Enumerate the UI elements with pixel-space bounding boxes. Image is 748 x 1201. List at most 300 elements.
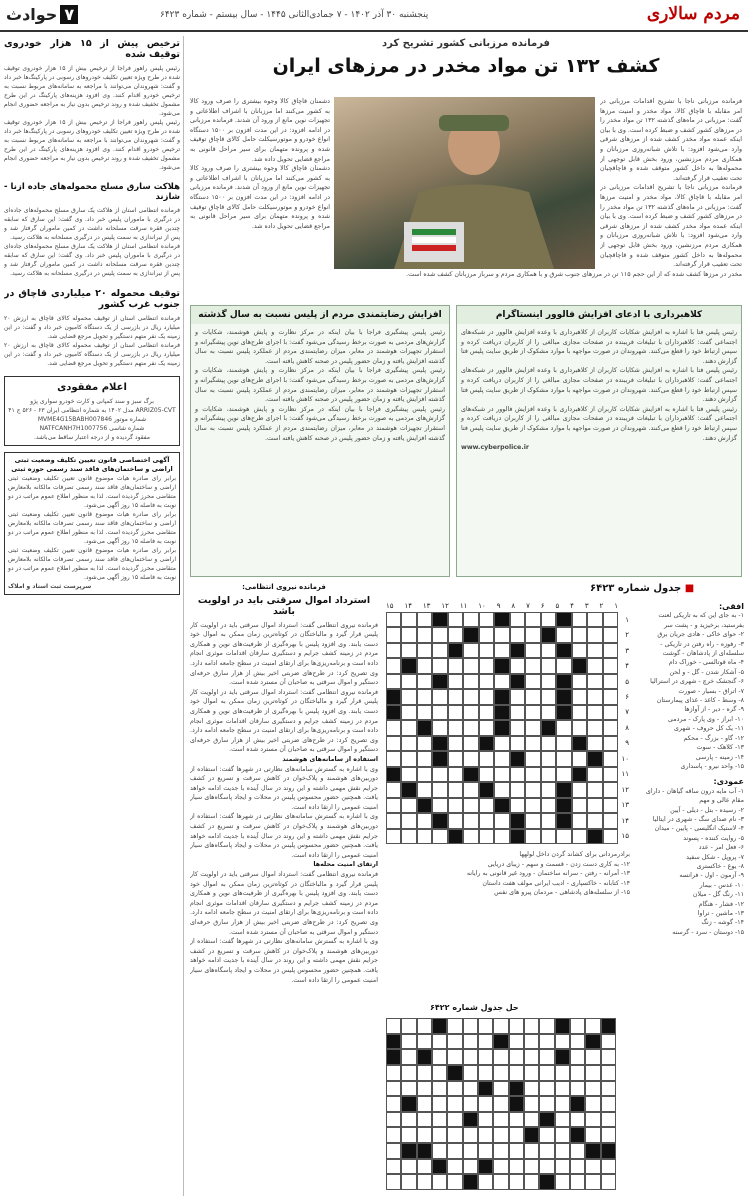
black-cell xyxy=(510,829,525,844)
crossword-cell[interactable] xyxy=(432,689,447,704)
crossword-cell[interactable] xyxy=(479,643,494,658)
crossword-cell[interactable] xyxy=(448,705,463,720)
black-cell xyxy=(494,658,509,673)
crossword-cell[interactable] xyxy=(541,674,556,689)
crossword-cell[interactable] xyxy=(572,705,587,720)
grid-number: ۱۳ xyxy=(422,602,431,610)
answer-cell xyxy=(601,1081,616,1097)
crossword-cell[interactable] xyxy=(572,829,587,844)
crossword-cell[interactable] xyxy=(541,643,556,658)
across-title: افقی: xyxy=(718,602,744,611)
side-clue: ۱۲- به کاری دست زدن - قسمت و سهم - زیبای دریایی xyxy=(487,860,630,868)
answer-cell xyxy=(401,1112,416,1128)
crossword-cell[interactable] xyxy=(432,627,447,642)
clue-item: ۱۱- رنگ گل - میلان xyxy=(692,891,744,899)
crossword-cell[interactable] xyxy=(541,782,556,797)
article3-body-b: فرمانده نیروی انتظامی گفت: استرداد اموال سرقتی باید در اولویت کار پلیس قرار گیرد و مالباختگان در کوتاه‌ترین زمان ممکن به اموال خود دست یابند. وی افزود پلیس با بهره‌گیری از ظرفیت‌های نوین و همکاری مردم در زمینه کشف جرایم و دستگیری سارقان اقدامات موثری انجام داده است و برنامه‌ریزی‌ها برای ارتقای امنیت در سطح جامعه ادامه دارد. وی تصریح کرد: در طرح‌های ضربتی اخیر بیش از هزار سارق حرفه‌ای دستگیر و اموال سرقتی به صاحبان آن مسترد شده است. xyxy=(190,688,378,754)
answer-cell xyxy=(432,1112,447,1128)
answer-cell xyxy=(524,1143,539,1159)
black-cell xyxy=(494,798,509,813)
crossword-cell[interactable] xyxy=(463,720,478,735)
crossword-cell[interactable] xyxy=(494,674,509,689)
black-cell xyxy=(556,813,571,828)
clue-item: ۱۳- کلاهک - سوت xyxy=(696,744,744,752)
crossword-cell[interactable] xyxy=(494,813,509,828)
crossword-cell[interactable] xyxy=(510,767,525,782)
crossword-cell[interactable] xyxy=(448,612,463,627)
crossword-cell[interactable] xyxy=(401,751,416,766)
crossword-cell[interactable] xyxy=(479,813,494,828)
crossword-cell[interactable] xyxy=(479,689,494,704)
crossword-cell[interactable] xyxy=(479,720,494,735)
crossword-cell[interactable] xyxy=(525,813,540,828)
grid-number: ۷ xyxy=(526,602,530,610)
crossword-cell[interactable] xyxy=(556,627,571,642)
crossword-cell[interactable] xyxy=(417,813,432,828)
crossword-cell[interactable] xyxy=(572,674,587,689)
crossword-cell[interactable] xyxy=(541,798,556,813)
grid-number: ۱۴ xyxy=(404,602,412,610)
left-text-2: فرمانده انتظامی استان از هلاکت یک سارق مسلح محموله‌های جاده‌ای در درگیری با ماموران پلیس خبر داد. وی گفت: این سارق که سابقه چندین فقره سرقت مسلحانه داشت در کمین ماموران گرفتار شد و پس از تیراندازی به سمت پلیس در درگیری مسلحانه به هلاکت رسید. xyxy=(4,207,180,241)
crossword-cell[interactable] xyxy=(603,767,618,782)
crossword-cell[interactable] xyxy=(432,767,447,782)
crossword-cell[interactable] xyxy=(510,627,525,642)
crossword-cell[interactable] xyxy=(448,720,463,735)
crossword-cell[interactable] xyxy=(525,782,540,797)
crossword-cell[interactable] xyxy=(541,751,556,766)
crossword-cell[interactable] xyxy=(401,612,416,627)
crossword-cell[interactable] xyxy=(494,627,509,642)
crossword-cell[interactable] xyxy=(432,829,447,844)
crossword-cell[interactable] xyxy=(386,674,401,689)
black-cell xyxy=(539,1174,554,1190)
black-cell xyxy=(479,782,494,797)
crossword-cell[interactable] xyxy=(386,751,401,766)
crossword-cell[interactable] xyxy=(541,689,556,704)
crossword-cell[interactable] xyxy=(572,782,587,797)
answer-cell xyxy=(432,1049,447,1065)
crossword-cell[interactable] xyxy=(603,813,618,828)
crossword-cell[interactable] xyxy=(417,658,432,673)
article3-body: فرمانده نیروی انتظامی گفت: استرداد اموال سرقتی باید در اولویت کار پلیس قرار گیرد و مالباختگان در کوتاه‌ترین زمان ممکن به اموال خود دست یابند. وی افزود پلیس با بهره‌گیری از ظرفیت‌های نوین و همکاری مردم در زمینه کشف جرایم و دستگیری سارقان اقدامات موثری انجام داده است و برنامه‌ریزی‌ها برای ارتقای امنیت در سطح جامعه ادامه دارد. وی تصریح کرد: در طرح‌های ضربتی اخیر بیش از هزار سارق حرفه‌ای دستگیر و اموال سرقتی به صاحبان آن مسترد شده است. xyxy=(190,621,378,687)
lost-line: شماره شاسی NATFCANH7H1007756 xyxy=(39,425,145,432)
main-body-1b: فرمانده مرزبانی ناجا با تشریح اقدامات مرزبانی در امر مقابله با قاچاق کالا، مواد مخدر و امنیت مرزها گفت: مرزبانی در ماه‌های گذشته ۱۳۲ تن مواد مخدر را در مرزهای کشور کشف و ضبط کرده است. وی با بیان اینکه عمده مواد مخدر کشف شده از مرزهای شرقی وارد می‌شود افزود: با تلاش شبانه‌روزی مرزبانان و همکاری مردم مرزنشین، ورود بخش قابل توجهی از محموله‌ها به داخل کشور متوقف شده و قاچاقچیان تحت تعقیب قرار گرفته‌اند. xyxy=(600,184,742,269)
crossword-cell[interactable] xyxy=(587,736,602,751)
crossword-cell[interactable] xyxy=(587,627,602,642)
crossword-cell[interactable] xyxy=(417,829,432,844)
answer-cell xyxy=(463,1034,478,1050)
crossword-cell[interactable] xyxy=(448,782,463,797)
answer-cell xyxy=(386,1159,401,1175)
crossword-cell[interactable] xyxy=(510,782,525,797)
main-body-2: دشمنان قاچاق کالا وجوه بیشتری را صرف ورود کالا به کشور می‌کنند اما مرزبانان با اشراف اطلاعاتی و تجهیزات نوین مانع از ورود آن شدند. فرمانده مرزبانی در ادامه افزود: در این مدت افزون بر ۱۵۰۰ دستگاه انواع خودرو و موتورسیکلت حامل کالای قاچاق توقیف شده و پرونده متهمان برای سیر مراحل قانونی به مراجع قضایی تحویل داده شد. xyxy=(190,98,330,163)
crossword-cell[interactable] xyxy=(386,643,401,658)
black-cell xyxy=(478,1081,493,1097)
crossword-cell[interactable] xyxy=(448,658,463,673)
police-text-b: رئیس پلیس پیشگیری فراجا با بیان اینکه در مرکز نظارت و پایش هوشمند، شکایات و گزارش‌های مردمی به صورت برخط رسیدگی می‌شود گفت: با اجرای طرح‌های نوین پیشگیرانه و استقرار تجهیزات هوشمند در معابر، میزان رضایتمندی مردم از عملکرد پلیس نسبت به سال گذشته افزایش یافته و زمان حضور پلیس در صحنه کاهش یافته است. xyxy=(195,367,445,404)
crossword-cell[interactable] xyxy=(541,829,556,844)
crossword-cell[interactable] xyxy=(417,751,432,766)
crossword-cell[interactable] xyxy=(603,627,618,642)
crossword-cell[interactable] xyxy=(417,612,432,627)
crossword-cell[interactable] xyxy=(525,751,540,766)
grid-number: ۱ xyxy=(625,615,629,624)
answer-cell xyxy=(493,1159,508,1175)
crossword-cell[interactable] xyxy=(479,767,494,782)
answer-cell xyxy=(555,1096,570,1112)
crossword-cell[interactable] xyxy=(386,720,401,735)
answer-cell xyxy=(585,1174,600,1190)
answer-cell xyxy=(478,1049,493,1065)
left-headline-1: ترخیص پیش از ۱۵ هزار خودروی توقیف شده xyxy=(4,38,180,60)
crossword-cell[interactable] xyxy=(541,658,556,673)
crossword-cell[interactable] xyxy=(510,658,525,673)
answer-cell xyxy=(432,1034,447,1050)
crossword-cell[interactable] xyxy=(401,627,416,642)
answer-cell xyxy=(447,1127,462,1143)
crossword-cell[interactable] xyxy=(463,813,478,828)
grid-number: ۱۳ xyxy=(621,801,629,810)
crossword-cell[interactable] xyxy=(572,720,587,735)
grid-number: ۵ xyxy=(625,677,629,686)
crossword-cell[interactable] xyxy=(401,736,416,751)
crossword-cell[interactable] xyxy=(587,705,602,720)
crossword-cell[interactable] xyxy=(587,689,602,704)
crossword-cell[interactable] xyxy=(587,674,602,689)
crossword-cell[interactable] xyxy=(386,627,401,642)
answer-cell xyxy=(447,1174,462,1190)
crossword-cell[interactable] xyxy=(417,674,432,689)
answer-cell xyxy=(570,1034,585,1050)
crossword-cell[interactable] xyxy=(572,627,587,642)
crossword-cell[interactable] xyxy=(556,720,571,735)
answer-cell xyxy=(555,1127,570,1143)
answer-cell xyxy=(493,1112,508,1128)
answer-cell xyxy=(401,1159,416,1175)
answer-cell xyxy=(570,1049,585,1065)
crossword-cell[interactable] xyxy=(463,751,478,766)
crossword-cell[interactable] xyxy=(510,736,525,751)
legal-notice-title: آگهی اختصاصی قانون تعیین تکلیف وضعیت ثبتی اراضی و ساختمان‌های فاقد سند رسمی حوزه ثبتی xyxy=(11,456,173,473)
answer-cell xyxy=(432,1065,447,1081)
answer-cell xyxy=(509,1143,524,1159)
grid-number: ۱۰ xyxy=(478,602,486,610)
grid-number: ۸ xyxy=(625,723,629,732)
crossword-cell[interactable] xyxy=(432,782,447,797)
grid-number: ۱۵ xyxy=(621,832,629,841)
crossword-cell[interactable] xyxy=(603,612,618,627)
crossword-cell[interactable] xyxy=(448,674,463,689)
answer-title: حل جدول شماره ۶۴۲۲ xyxy=(430,1003,519,1012)
side-clue: ۱۵- از سلسله‌های پادشاهی - مردمان پیرو های نفس xyxy=(494,889,630,897)
crossword-cell[interactable] xyxy=(541,705,556,720)
police-box-body xyxy=(191,324,449,560)
crossword-cell[interactable] xyxy=(556,767,571,782)
grid-number: ۹ xyxy=(496,602,501,610)
crossword-cell[interactable] xyxy=(417,767,432,782)
black-cell xyxy=(539,1112,554,1128)
crossword-cell[interactable] xyxy=(556,736,571,751)
crossword-cell[interactable] xyxy=(510,705,525,720)
fata-text: رئیس پلیس فتا با اشاره به افزایش شکایات کاربران از کلاهبرداری با وعده افزایش فالوور در شبکه‌های اجتماعی گفت: کلاهبرداران با تبلیغات فریبنده در صفحات مجازی مبالغی را از کاربران دریافت کرده و سپس ارتباط خود را قطع می‌کنند. شهروندان در صورت مواجهه با موارد مشکوک از طریق سایت پلیس فتا گزارش دهند. xyxy=(461,329,737,365)
answer-cell xyxy=(509,1174,524,1190)
left-headline-2: هلاکت سارق مسلح محموله‌های جاده ازنا - شازند xyxy=(4,182,180,202)
crossword-cell[interactable] xyxy=(448,813,463,828)
crossword-cell[interactable] xyxy=(463,689,478,704)
crossword-cell[interactable] xyxy=(525,720,540,735)
crossword-cell[interactable] xyxy=(603,705,618,720)
crossword-cell[interactable] xyxy=(572,813,587,828)
crossword-cell[interactable] xyxy=(479,705,494,720)
crossword-cell[interactable] xyxy=(463,674,478,689)
crossword-cell[interactable] xyxy=(525,829,540,844)
answer-cell xyxy=(555,1174,570,1190)
crossword-cell[interactable] xyxy=(603,798,618,813)
answer-cell xyxy=(539,1049,554,1065)
crossword-cell[interactable] xyxy=(479,612,494,627)
clue-item: ۲- حوای خاکی - هادی جریان برق xyxy=(657,631,744,639)
answer-grid xyxy=(386,1018,616,1190)
crossword-cell[interactable] xyxy=(494,829,509,844)
black-cell xyxy=(587,829,602,844)
crossword-cell[interactable] xyxy=(417,627,432,642)
answer-cell xyxy=(478,1143,493,1159)
answer-cell xyxy=(524,1018,539,1034)
crossword-cell[interactable] xyxy=(525,736,540,751)
crossword-cell[interactable] xyxy=(386,782,401,797)
answer-cell xyxy=(509,1018,524,1034)
answer-cell xyxy=(524,1081,539,1097)
answer-cell xyxy=(493,1081,508,1097)
black-cell xyxy=(401,1143,416,1159)
crossword-cell[interactable] xyxy=(525,643,540,658)
left-text-1b: رئیس پلیس راهور فراجا از ترخیص بیش از ۱۵ هزار خودروی توقیف شده در طرح ویژه تعیین تکلیف خودروهای رسوبی در پارکینگ‌ها خبر داد و گفت: شهروندان می‌توانند با مراجعه به سامانه‌های مربوط نسبت به ترخیص خودرو اقدام کنند. وی افزود هزینه‌های پارکینگ در این طرح مشمول تخفیف شده و روند ترخیص بدون نیاز به مراجعه حضوری انجام می‌شود. xyxy=(4,119,180,171)
answer-cell xyxy=(493,1096,508,1112)
crossword-cell[interactable] xyxy=(386,829,401,844)
grid-number: ۱ xyxy=(614,602,618,610)
answer-cell xyxy=(585,1159,600,1175)
crossword-cell[interactable] xyxy=(479,829,494,844)
legal-notice-text: برابر رای صادره هیات موضوع قانون تعیین تکلیف وضعیت ثبتی اراضی و ساختمان‌های فاقد سند رسمی تصرفات مالکانه بلامعارض متقاضی محرز گردیده است. لذا به منظور اطلاع عموم مراتب در دو نوبت به فاصله ۱۵ روز آگهی می‌شود. xyxy=(8,475,176,509)
crossword-cell[interactable] xyxy=(603,658,618,673)
crossword-cell[interactable] xyxy=(401,829,416,844)
crossword-cell[interactable] xyxy=(572,689,587,704)
crossword-cell[interactable] xyxy=(510,612,525,627)
crossword-cell[interactable] xyxy=(541,813,556,828)
crossword-cell[interactable] xyxy=(587,612,602,627)
crossword-cell[interactable] xyxy=(525,705,540,720)
grid-number: ۵ xyxy=(555,602,560,610)
crossword-cell[interactable] xyxy=(510,689,525,704)
crossword-cell[interactable] xyxy=(494,751,509,766)
crossword-cell[interactable] xyxy=(463,643,478,658)
crossword-cell[interactable] xyxy=(556,658,571,673)
crossword-cell[interactable] xyxy=(587,798,602,813)
crossword-cell[interactable] xyxy=(603,720,618,735)
crossword-cell[interactable] xyxy=(603,643,618,658)
clue-item: ۵- آشکار شدن - گل - و لحن xyxy=(669,668,744,676)
black-cell xyxy=(587,751,602,766)
crossword-cell[interactable] xyxy=(417,705,432,720)
crossword-cell[interactable] xyxy=(417,736,432,751)
crossword-cell[interactable] xyxy=(603,782,618,797)
crossword-cell[interactable] xyxy=(432,798,447,813)
black-cell xyxy=(432,1018,447,1034)
black-cell xyxy=(541,720,556,735)
crossword-cell[interactable] xyxy=(587,720,602,735)
answer-cell xyxy=(417,1112,432,1128)
crossword-cell[interactable] xyxy=(479,751,494,766)
crossword-cell[interactable] xyxy=(448,767,463,782)
crossword-cell[interactable] xyxy=(603,829,618,844)
crossword-cell[interactable] xyxy=(432,643,447,658)
crossword-cell[interactable] xyxy=(417,643,432,658)
crossword-cell[interactable] xyxy=(510,798,525,813)
crossword-cell[interactable] xyxy=(463,612,478,627)
crossword-cell[interactable] xyxy=(479,627,494,642)
grid-number: ۱۵ xyxy=(386,602,394,610)
article3-body-e: فرمانده نیروی انتظامی گفت: استرداد اموال سرقتی باید در اولویت کار پلیس قرار گیرد و مالباختگان در کوتاه‌ترین زمان ممکن به اموال خود دست یابند. وی افزود پلیس با بهره‌گیری از ظرفیت‌های نوین و همکاری مردم در زمینه کشف جرایم و دستگیری سارقان اقدامات موثری انجام داده است و برنامه‌ریزی‌ها برای ارتقای امنیت در سطح جامعه ادامه دارد. وی تصریح کرد: در طرح‌های ضربتی اخیر بیش از هزار سارق حرفه‌ای دستگیر و اموال سرقتی به صاحبان آن مسترد شده است. xyxy=(190,871,378,936)
crossword-cell[interactable] xyxy=(541,767,556,782)
crossword-cell[interactable] xyxy=(556,751,571,766)
crossword-cell[interactable] xyxy=(448,689,463,704)
crossword-clues xyxy=(634,602,744,1192)
article3-body-f: وی با اشاره به گسترش سامانه‌های نظارتی در شهرها گفت: استفاده از دوربین‌های هوشمند و پلاک‌خوان در کاهش سرقت و تسریع در کشف جرایم نقش مهمی داشته و این روند در سال آینده با جدیت ادامه خواهد یافت. همچنین حضور محسوس پلیس در محلات و ایجاد پاسگاه‌های سیار امنیت عمومی را ارتقا داده است. xyxy=(190,938,378,984)
crossword-cell[interactable] xyxy=(525,658,540,673)
crossword-cell[interactable] xyxy=(494,782,509,797)
crossword-cell[interactable] xyxy=(448,736,463,751)
answer-cell xyxy=(524,1065,539,1081)
crossword-cell[interactable] xyxy=(401,767,416,782)
crossword-cell[interactable] xyxy=(448,751,463,766)
crossword-cell[interactable] xyxy=(587,643,602,658)
crossword-cell[interactable] xyxy=(494,643,509,658)
black-cell xyxy=(524,1127,539,1143)
crossword-cell[interactable] xyxy=(386,612,401,627)
crossword-cell[interactable] xyxy=(401,720,416,735)
crossword-cell[interactable] xyxy=(541,736,556,751)
crossword-cell[interactable] xyxy=(494,736,509,751)
black-cell xyxy=(417,1049,432,1065)
crossword-cell[interactable] xyxy=(448,627,463,642)
crossword-cell[interactable] xyxy=(587,767,602,782)
crossword-cell[interactable] xyxy=(603,689,618,704)
fata-site-link[interactable]: www.cyberpolice.ir xyxy=(461,444,529,452)
answer-cell xyxy=(585,1096,600,1112)
commander-photo xyxy=(334,97,595,269)
crossword-cell[interactable] xyxy=(494,767,509,782)
crossword-cell[interactable] xyxy=(448,798,463,813)
crossword-cell[interactable] xyxy=(432,720,447,735)
answer-cell xyxy=(493,1018,508,1034)
side-clue: برادرمردانی برای کشاند گردن داخل لولهها xyxy=(519,851,630,858)
article3-kicker: فرمانده نیروی انتظامی: xyxy=(242,583,326,591)
crossword-cell[interactable] xyxy=(572,751,587,766)
answer-cell xyxy=(401,1174,416,1190)
black-cell xyxy=(556,782,571,797)
crossword-cell[interactable] xyxy=(603,736,618,751)
answer-cell xyxy=(432,1096,447,1112)
crossword-cell[interactable] xyxy=(510,720,525,735)
crossword-cell[interactable] xyxy=(463,658,478,673)
clue-item: ۱- به جای این که به تاریکی لعنت بفرستید، برخیزید و - پشت سر xyxy=(658,612,744,629)
black-cell xyxy=(556,705,571,720)
crossword-cell[interactable] xyxy=(401,705,416,720)
crossword-cell[interactable] xyxy=(463,705,478,720)
page-number: ۷حوادث xyxy=(6,5,78,24)
crossword-cell[interactable] xyxy=(525,689,540,704)
crossword-cell[interactable] xyxy=(401,643,416,658)
main-body-1: فرمانده مرزبانی ناجا با تشریح اقدامات مرزبانی در امر مقابله با قاچاق کالا، مواد مخدر و امنیت مرزها گفت: مرزبانی در ماه‌های گذشته ۱۳۲ تن مواد مخدر را در مرزهای کشور کشف و ضبط کرده است. وی با بیان اینکه عمده مواد مخدر کشف شده از مرزهای شرقی وارد می‌شود افزود: با تلاش شبانه‌روزی مرزبانان و همکاری مردم مرزنشین، ورود بخش قابل توجهی از محموله‌ها به داخل کشور متوقف شده و قاچاقچیان تحت تعقیب قرار گرفته‌اند. xyxy=(600,98,742,182)
crossword-cell[interactable] xyxy=(587,658,602,673)
crossword-cell[interactable] xyxy=(603,674,618,689)
answer-cell xyxy=(478,1018,493,1034)
clue-item: ۵- روایت کننده - پسوند xyxy=(683,834,744,842)
answer-cell xyxy=(417,1065,432,1081)
crossword-cell[interactable] xyxy=(603,751,618,766)
crossword-cell[interactable] xyxy=(463,782,478,797)
black-cell xyxy=(572,736,587,751)
crossword-cell[interactable] xyxy=(401,813,416,828)
crossword-cell[interactable] xyxy=(401,798,416,813)
crossword-title: ■ جدول شماره ۶۴۲۳ xyxy=(590,583,695,594)
crossword-cell[interactable] xyxy=(587,782,602,797)
crossword-cell[interactable] xyxy=(572,612,587,627)
crossword-cell[interactable] xyxy=(556,829,571,844)
crossword-cell[interactable] xyxy=(572,798,587,813)
crossword-cell[interactable] xyxy=(386,658,401,673)
crossword-cell[interactable] xyxy=(525,627,540,642)
crossword-cell[interactable] xyxy=(386,813,401,828)
answer-cell xyxy=(447,1081,462,1097)
clue-item: ۹- گره - دیر - از آوازها xyxy=(684,706,744,714)
crossword-cell[interactable] xyxy=(525,767,540,782)
crossword-cell[interactable] xyxy=(386,736,401,751)
black-cell xyxy=(556,798,571,813)
answer-cell xyxy=(585,1065,600,1081)
crossword-cell[interactable] xyxy=(463,736,478,751)
crossword-cell[interactable] xyxy=(417,782,432,797)
answer-cell xyxy=(463,1159,478,1175)
crossword-cell[interactable] xyxy=(479,674,494,689)
crossword-cell[interactable] xyxy=(386,798,401,813)
crossword-cell[interactable] xyxy=(463,829,478,844)
crossword-cell[interactable] xyxy=(432,705,447,720)
crossword-cell[interactable] xyxy=(479,798,494,813)
crossword-cell[interactable] xyxy=(525,674,540,689)
crossword-cell[interactable] xyxy=(401,674,416,689)
crossword-cell[interactable] xyxy=(463,798,478,813)
black-cell xyxy=(493,1034,508,1050)
answer-cell xyxy=(478,1127,493,1143)
answer-cell xyxy=(463,1018,478,1034)
black-cell xyxy=(448,643,463,658)
crossword-cell[interactable] xyxy=(572,643,587,658)
crossword-cell[interactable] xyxy=(401,689,416,704)
crossword-cell[interactable] xyxy=(432,658,447,673)
crossword-cell[interactable] xyxy=(417,689,432,704)
crossword-cell[interactable] xyxy=(541,612,556,627)
answer-cell xyxy=(585,1112,600,1128)
answer-cell xyxy=(463,1127,478,1143)
black-cell xyxy=(386,689,401,704)
crossword-cell[interactable] xyxy=(525,612,540,627)
crossword-cell[interactable] xyxy=(525,798,540,813)
answer-cell xyxy=(493,1143,508,1159)
crossword-cell[interactable] xyxy=(587,813,602,828)
answer-cell xyxy=(601,1049,616,1065)
crossword-cell[interactable] xyxy=(479,658,494,673)
